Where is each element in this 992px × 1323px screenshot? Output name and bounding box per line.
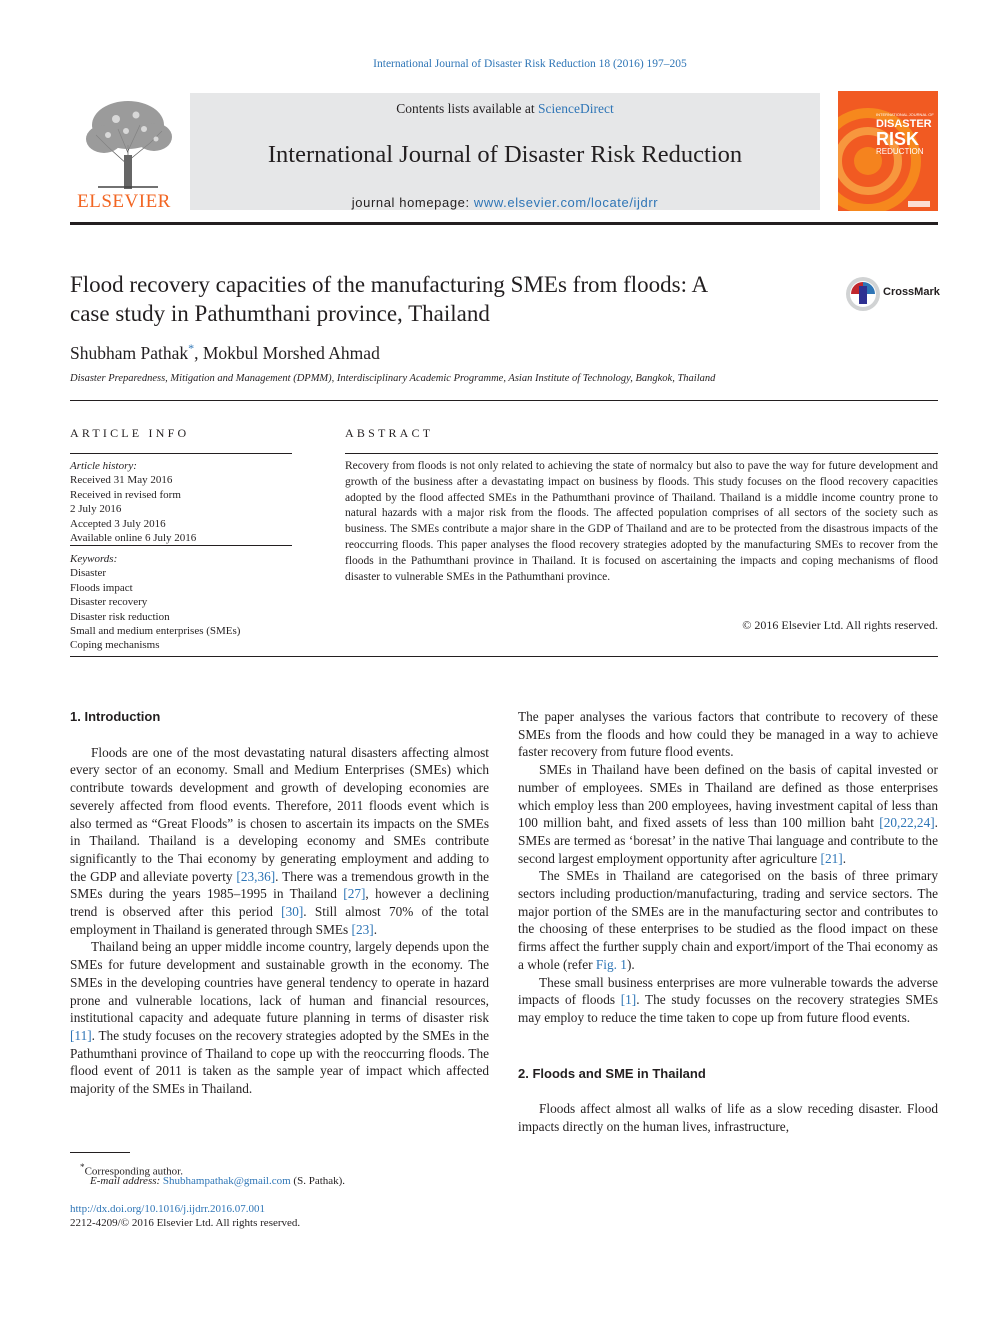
article-history (70, 459, 292, 545)
history-item: Received 31 May 2016 (70, 474, 173, 487)
intro-paragraph-2 (70, 938, 489, 1097)
title-line-2: case study in Pathumthani province, Thailand (70, 301, 490, 326)
keyword-item: Small and medium enterprises (SMEs) (70, 625, 241, 638)
citation-link[interactable]: [27] (343, 886, 366, 902)
text-run: . The study focuses on the recovery strategies adopted by the SMEs in the Pathumthani province of Thailand to cope up with the reoccurring floods. The flood event of 2011 is taken as the sample year of impact which affected majority of the SMEs in Thailand. (70, 1027, 489, 1097)
right-paragraph-3 (518, 867, 938, 973)
cover-line1: INTERNATIONAL JOURNAL OF (876, 112, 934, 117)
citation-link[interactable]: [30] (281, 904, 304, 920)
footnote-rule (70, 1152, 130, 1153)
right-column (518, 708, 938, 1136)
crossmark-icon (845, 276, 881, 312)
corresponding-mark[interactable]: * (188, 341, 195, 355)
history-item: 2 July 2016 (70, 503, 122, 516)
email-label: E-mail address: (90, 1175, 163, 1187)
text-run: Floods are one of the most devastating natural disasters affecting almost every sector of an economy. Small and Medium Enterprises (SMEs) which contribute towards development and growth of developing economies are severely affected from flood events. Therefore, 2011 floods event which is also termed as “Great Floods” is chosen to ascertain its impacts on the SMEs in Thailand. Thailand is a developing economy and SMEs contribute significantly to the Thai economy by generating employment and adding to the GDP and alleviate poverty (70, 744, 489, 884)
journal-banner (190, 93, 820, 210)
article-info-heading: ARTICLE INFO (70, 426, 190, 440)
author-separator: , (194, 342, 203, 363)
keyword-item: Disaster recovery (70, 596, 148, 609)
citation-link[interactable]: [21] (820, 850, 843, 866)
doi-link[interactable]: http://dx.doi.org/10.1016/j.ijdrr.2016.07.001 (70, 1203, 266, 1215)
affiliation: Disaster Preparedness, Mitigation and Management (DPMM), Interdisciplinary Academic Programme, Asian Institute of Technology, Bangkok, Thailand (70, 373, 716, 384)
issn-line: 2212-4209/© 2016 Elsevier Ltd. All rights reserved. (70, 1217, 301, 1229)
cover-line2: DISASTER (876, 118, 932, 130)
homepage-line (190, 195, 820, 210)
citation-link[interactable]: [23] (351, 921, 374, 937)
cover-line3: RISK (876, 129, 920, 149)
section-1-heading: 1. Introduction (70, 709, 161, 724)
right-paragraph-5: Floods affect almost all walks of life as a slow receding disaster. Flood impacts directly on the human lives, infrastructure, (518, 1101, 938, 1135)
text-run: . There was a tremendous growth in the SMEs during the years 1985–1995 in Thailand (70, 868, 489, 902)
text-run: . (373, 921, 378, 937)
running-header[interactable]: International Journal of Disaster Risk Reduction 18 (2016) 197–205 (373, 58, 687, 70)
right-paragraph-4 (518, 974, 938, 1027)
citation-link[interactable]: [23,36] (236, 868, 276, 884)
email-link[interactable]: Shubhampathak@gmail.com (162, 1175, 291, 1187)
abstract-copyright: © 2016 Elsevier Ltd. All rights reserved. (742, 618, 938, 632)
abstract-heading: ABSTRACT (345, 426, 434, 440)
citation-link[interactable]: [11] (70, 1027, 92, 1043)
citation-link[interactable]: [20,22,24] (879, 815, 935, 831)
email-suffix: (S. Pathak). (290, 1175, 346, 1187)
info-rule-2 (70, 545, 292, 546)
info-rule-1 (70, 453, 292, 454)
text-run: . The study focusses on the recovery strategies SMEs may employ to reduce the time taken to cope up from future flood events. (518, 992, 938, 1025)
crossmark-badge[interactable] (845, 274, 945, 314)
figure-link[interactable]: Fig. 1 (595, 956, 627, 972)
elsevier-wordmark: ELSEVIER (77, 191, 171, 212)
journal-title: International Journal of Disaster Risk Reduction (267, 141, 743, 168)
text-run: . (842, 850, 847, 866)
text-run: SMEs in Thailand have been defined on the basis of capital invested or number of employees. SMEs in Thailand are defined as those enterprises which employ less than 200 employees, having investment capital of less than 100 million baht, and fixed assets of less than 100 million baht (518, 762, 938, 831)
affiliation-rule (70, 400, 938, 401)
author-1[interactable]: Shubham Pathak (70, 342, 189, 363)
section-2-heading: 2. Floods and SME in Thailand (518, 1065, 706, 1081)
right-paragraph-2 (518, 761, 938, 867)
left-column (70, 708, 489, 1098)
keywords-block (70, 552, 292, 653)
email-note (90, 1174, 345, 1188)
author-2[interactable]: Mokbul Morshed Ahmad (202, 342, 380, 363)
sciencedirect-link[interactable]: ScienceDirect (538, 101, 614, 116)
text-run: , however a declining trend is observed after this period (70, 886, 489, 920)
authors-line (70, 341, 380, 364)
keywords-label: Keywords: (70, 553, 118, 565)
text-run: ). (626, 956, 635, 972)
journal-cover[interactable] (838, 91, 938, 211)
text-run: Thailand being an upper middle income country, largely depends upon the SMEs for future development and sustainable growth in the economy. The SMEs in the developing countries have general tendency to operate in hazard prone and vulnerable locations, lack of human and financial resources, institutional capacity and adequate future planning in terms of disaster risk (70, 939, 489, 1026)
footnote-corresponding: Corresponding author. (84, 1165, 183, 1178)
contents-line (190, 101, 820, 117)
homepage-link[interactable]: www.elsevier.com/locate/ijdrr (473, 195, 659, 210)
cover-line4: REDUCTION (876, 147, 924, 156)
abstract-rule (345, 453, 938, 454)
keyword-item: Disaster (70, 567, 107, 580)
history-item: Received in revised form (70, 488, 181, 501)
homepage-prefix: journal homepage: (351, 195, 474, 210)
title-line-1: Flood recovery capacities of the manufacturing SMEs from floods: A (70, 272, 709, 297)
history-item: Available online 6 July 2016 (70, 532, 197, 545)
abstract-bottom-rule (70, 656, 938, 657)
intro-paragraph-1 (70, 744, 489, 939)
footnote-mark: * (80, 1162, 85, 1172)
elsevier-logo[interactable] (70, 95, 188, 213)
text-run: These small business enterprises are more vulnerable towards the adverse impacts of floods (518, 974, 938, 1008)
text-run: . Still almost 70% of the total employment in Thailand is generated through SMEs (70, 904, 489, 937)
history-label: Article history: (70, 460, 137, 472)
keyword-item: Coping mechanisms (70, 639, 160, 652)
history-item: Accepted 3 July 2016 (70, 517, 166, 530)
crossmark-label: CrossMark (883, 286, 940, 298)
article-title (70, 270, 810, 328)
text-run: The SMEs in Thailand are categorised on the basis of three primary sectors including production/manufacturing, trading and service sectors. The major portion of the SMEs are in the manufacturing sector and contributes to the choosing of these enterprises to be studied as the flood impact on these firms affect the further supply chain and export/import of the Thai economy as a whole (refer (518, 868, 938, 972)
citation-link[interactable]: [1] (620, 992, 637, 1008)
keyword-item: Floods impact (70, 581, 133, 594)
contents-prefix: Contents lists available at (396, 101, 538, 116)
elsevier-tree-icon (78, 95, 178, 191)
right-paragraph-1: The paper analyses the various factors that contribute to recovery of these SMEs from the floods and how could they be managed in a way to achieve faster recovery from future flood events. (518, 709, 938, 760)
text-run: . SMEs are termed as ‘boresat’ in the native Thai language and contribute to the second largest employment opportunity after agriculture (518, 815, 938, 866)
abstract-text: Recovery from floods is not only related to achieving the state of normalcy but also to pave the way for future development and growth of the business after a devastating impact on business by floods. This study focuses on the flood recovery capacities adopted by the flood affected SMEs in the Pathumthani province of Thailand. Thailand is a middle income country prone to natural hazards with a major risk from the floods. The affected population comprises of all sectors of the society such as business. The SMEs contribute a major share in the GDP of Thailand and are to be protected from the disastrous impacts of the reoccurring floods. This paper analyses the flood recovery strategies adopted by the manufacturing SMEs to recover from the floods in the Pathumthani province in Thailand. It is focused on ascertaining the impacts and coping mechanisms of flood disaster to vulnerable SMEs in the Pathumthani province. (345, 460, 938, 583)
header-rule (70, 222, 938, 225)
keyword-item: Disaster risk reduction (70, 610, 170, 623)
